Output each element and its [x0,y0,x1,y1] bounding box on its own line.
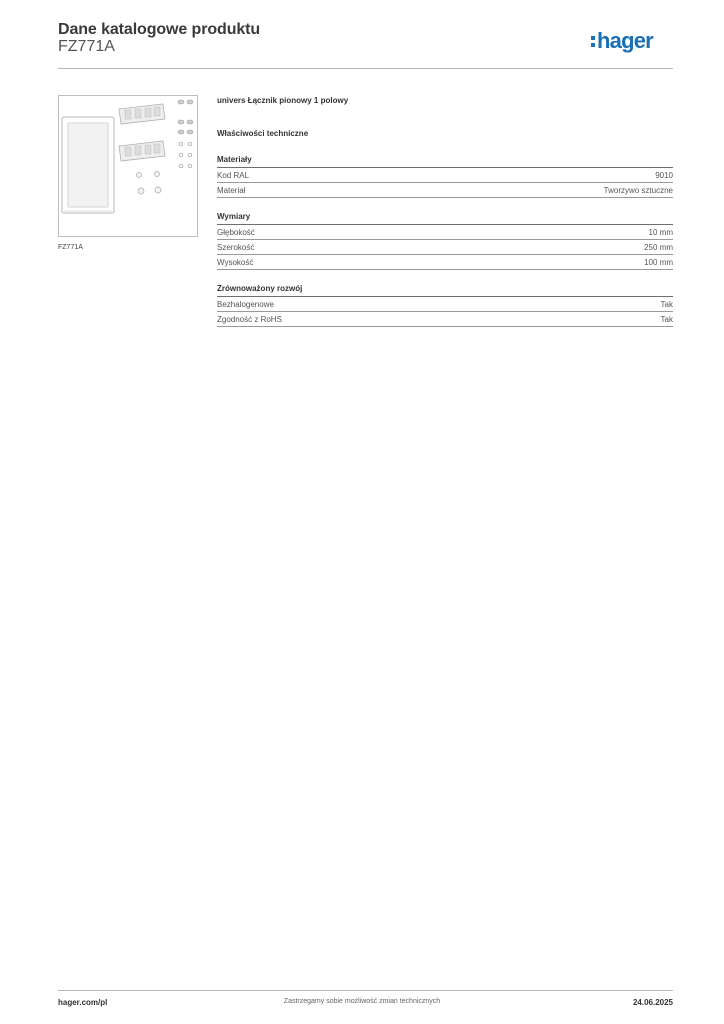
property-label: Bezhalogenowe [217,299,274,309]
product-illustration [59,96,197,236]
product-image [58,95,198,237]
product-name: univers Łącznik pionowy 1 polowy [217,96,349,105]
group-title: Wymiary [217,212,673,225]
product-details [217,96,673,327]
group-title: Zrównoważony rozwój [217,284,673,297]
footer-date: 24.06.2025 [632,998,673,1007]
property-value: Tak [660,314,673,324]
property-value: Tworzywo sztuczne [603,185,673,195]
property-label: Materiał [217,185,246,195]
property-row [217,168,673,183]
hager-logo [590,27,676,57]
property-row [217,312,673,327]
header-divider [58,68,673,69]
property-label: Kod RAL [217,170,250,180]
group-dimensions [217,212,673,270]
footer-website-link[interactable]: hager.com/pl [58,998,108,1007]
properties-heading: Właściwości techniczne [217,129,309,138]
group-sustainability [217,284,673,327]
footer-disclaimer: Zastrzegamy sobie możliwość zmian technicznych [283,998,441,1005]
property-row [217,255,673,270]
property-row [217,183,673,198]
property-label: Wysokość [217,257,254,267]
property-value: 9010 [655,170,673,180]
page-title: Dane katalogowe produktu [58,21,261,38]
property-label: Szerokość [217,242,255,252]
group-materials [217,155,673,198]
property-label: Zgodność z RoHS [217,314,282,324]
image-caption: FZ771A [58,244,83,251]
property-label: Głębokość [217,227,255,237]
property-row [217,297,673,312]
property-value: 250 mm [644,242,673,252]
hager-logo-text: hager [597,28,653,53]
property-row [217,225,673,240]
footer-divider [58,990,673,991]
property-value: 100 mm [644,257,673,267]
property-row [217,240,673,255]
property-value: Tak [660,299,673,309]
group-title: Materiały [217,155,673,168]
product-code: FZ771A [58,38,115,55]
property-value: 10 mm [648,227,673,237]
